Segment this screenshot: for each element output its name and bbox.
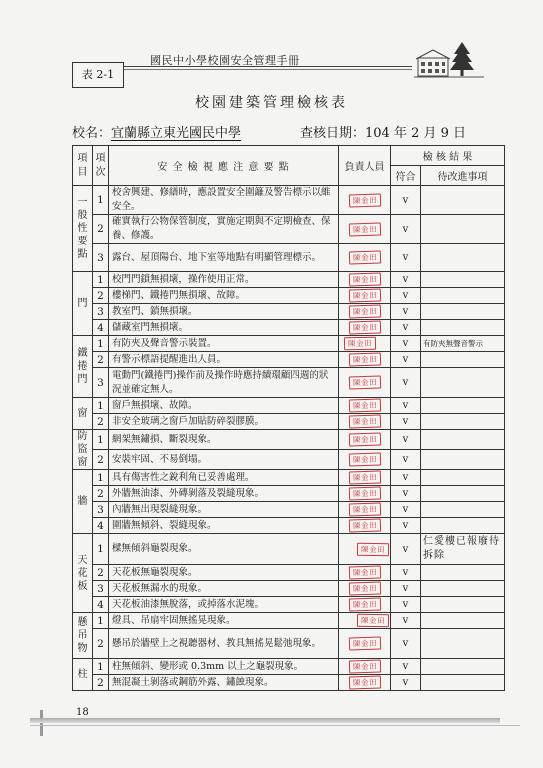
item-number: 1 bbox=[93, 534, 109, 565]
responsible-person-cell bbox=[339, 659, 391, 675]
responsible-person-cell bbox=[339, 518, 391, 534]
improvement-note bbox=[421, 368, 505, 398]
improvement-note bbox=[421, 272, 505, 288]
item-number: 3 bbox=[93, 368, 109, 398]
improvement-note bbox=[421, 244, 505, 272]
improvement-note bbox=[421, 629, 505, 659]
improvement-note bbox=[421, 186, 505, 215]
item-text: 天花板油漆無脫落，或掉落水泥塊。 bbox=[109, 597, 339, 613]
category-cell: 窗 bbox=[73, 398, 93, 430]
item-number: 4 bbox=[93, 597, 109, 613]
responsible-person-cell bbox=[339, 304, 391, 320]
responsible-person-cell bbox=[339, 675, 391, 691]
item-number: 1 bbox=[93, 336, 109, 352]
document-title: 校園建築管理檢核表 bbox=[195, 95, 348, 111]
table-row bbox=[73, 486, 505, 502]
item-text: 電動門(鐵捲門)操作前及操作時應持續環顧四週的狀況並確定無人。 bbox=[109, 368, 339, 398]
item-text: 具有傷害性之銳利角已妥善處理。 bbox=[109, 470, 339, 486]
check-mark: v bbox=[391, 597, 421, 613]
check-mark: v bbox=[391, 320, 421, 336]
responsible-person-cell bbox=[339, 272, 391, 288]
school-building-logo bbox=[414, 40, 484, 78]
table-row bbox=[73, 450, 505, 470]
check-mark: v bbox=[391, 215, 421, 244]
improvement-note bbox=[421, 613, 505, 629]
responsible-person-cell bbox=[339, 352, 391, 368]
date-row bbox=[300, 122, 466, 141]
category-cell: 門 bbox=[73, 272, 93, 336]
table-row bbox=[73, 244, 505, 272]
seal-stamp: 陳金田 bbox=[348, 375, 380, 389]
item-text: 天花板無漏水的現象。 bbox=[109, 581, 339, 597]
check-mark: v bbox=[391, 581, 421, 597]
item-number: 3 bbox=[93, 244, 109, 272]
item-number: 1 bbox=[93, 430, 109, 450]
footer-tick bbox=[40, 710, 43, 736]
responsible-person-cell bbox=[339, 244, 391, 272]
table-row bbox=[73, 534, 505, 565]
table-row bbox=[73, 581, 505, 597]
seal-stamp: 陳金田 bbox=[348, 565, 380, 579]
improvement-note: 仁愛樓已報廢待拆除 bbox=[421, 534, 505, 565]
seal-stamp: 陳金田 bbox=[348, 518, 380, 532]
check-mark: v bbox=[391, 470, 421, 486]
item-text: 內牆無出現裂縫現象。 bbox=[109, 502, 339, 518]
responsible-person-cell bbox=[339, 534, 391, 565]
item-number: 3 bbox=[93, 502, 109, 518]
table-row bbox=[73, 502, 505, 518]
improvement-note bbox=[421, 288, 505, 304]
responsible-person-cell bbox=[339, 502, 391, 518]
improvement-note bbox=[421, 597, 505, 613]
item-text: 柱無傾斜、變形或 0.3mm 以上之龜裂現象。 bbox=[109, 659, 339, 675]
page-number: 18 bbox=[76, 707, 89, 718]
item-number: 2 bbox=[93, 565, 109, 581]
item-text: 非安全玻璃之窗戶加貼防碎裂膠膜。 bbox=[109, 414, 339, 430]
item-number: 1 bbox=[93, 659, 109, 675]
item-number: 3 bbox=[93, 581, 109, 597]
seal-stamp: 陳金田 bbox=[348, 636, 380, 650]
table-row bbox=[73, 470, 505, 486]
table-row bbox=[73, 565, 505, 581]
responsible-person-cell bbox=[339, 288, 391, 304]
check-mark: v bbox=[391, 450, 421, 470]
header-person: 負責人員 bbox=[339, 146, 391, 186]
item-number: 2 bbox=[93, 486, 109, 502]
item-text: 天花板無龜裂現象。 bbox=[109, 565, 339, 581]
seal-stamp: 陳金田 bbox=[348, 581, 380, 595]
check-mark: v bbox=[391, 272, 421, 288]
item-text: 校舍興建、修繕時，應設置安全圍籬及警告標示以維安全。 bbox=[109, 186, 339, 215]
header-order: 項次 bbox=[93, 146, 109, 186]
check-mark: v bbox=[391, 398, 421, 414]
improvement-note bbox=[421, 450, 505, 470]
seal-stamp: 陳金田 bbox=[348, 432, 380, 446]
item-text: 露台、屋頂陽台、地下室等地點有明顯管理標示。 bbox=[109, 244, 339, 272]
category-cell: 防盜窗 bbox=[73, 430, 93, 470]
improvement-note bbox=[421, 486, 505, 502]
responsible-person-cell bbox=[339, 368, 391, 398]
category-cell: 一般性要點 bbox=[73, 186, 93, 272]
table-row bbox=[73, 215, 505, 244]
table-row bbox=[73, 414, 505, 430]
item-text: 外牆無油漆、外磚剝落及裂縫現象。 bbox=[109, 486, 339, 502]
seal-stamp: 陳金田 bbox=[348, 414, 380, 428]
seal-stamp: 陳金田 bbox=[348, 250, 380, 264]
table-row bbox=[73, 518, 505, 534]
table-row bbox=[73, 320, 505, 336]
table-row bbox=[73, 304, 505, 320]
seal-stamp: 陳金田 bbox=[348, 398, 380, 412]
item-text: 有防夾及聲音警示裝置。 bbox=[109, 336, 339, 352]
item-number: 2 bbox=[93, 450, 109, 470]
check-mark: v bbox=[391, 352, 421, 368]
item-number: 2 bbox=[93, 288, 109, 304]
manual-title: 國民中小學校園安全管理手冊 bbox=[150, 54, 300, 67]
improvement-note bbox=[421, 304, 505, 320]
header-item: 項目 bbox=[73, 146, 93, 186]
seal-stamp: 陳金田 bbox=[348, 486, 380, 500]
header-ok: 符合 bbox=[391, 166, 421, 186]
responsible-person-cell bbox=[339, 320, 391, 336]
check-mark: v bbox=[391, 502, 421, 518]
item-text: 無混凝土剝落或鋼筋外露、鏽蝕現象。 bbox=[109, 675, 339, 691]
item-text: 安裝牢固、不易倒塌。 bbox=[109, 450, 339, 470]
date-value: 104 年 2 月 9 日 bbox=[365, 126, 467, 141]
check-mark: v bbox=[391, 336, 421, 352]
category-cell: 柱 bbox=[73, 659, 93, 691]
seal-stamp: 陳金田 bbox=[348, 352, 380, 366]
item-text: 圍牆無傾斜、裂縫現象。 bbox=[109, 518, 339, 534]
table-row bbox=[73, 272, 505, 288]
responsible-person-cell bbox=[339, 414, 391, 430]
seal-stamp: 陳金田 bbox=[348, 597, 380, 611]
check-mark: v bbox=[391, 659, 421, 675]
seal-stamp: 陳金田 bbox=[348, 304, 380, 318]
seal-stamp: 陳金田 bbox=[343, 337, 375, 351]
header-result: 檢 核 結 果 bbox=[391, 146, 505, 166]
seal-stamp: 陳金田 bbox=[348, 675, 380, 689]
check-mark: v bbox=[391, 288, 421, 304]
check-mark: v bbox=[391, 244, 421, 272]
category-cell: 牆 bbox=[73, 470, 93, 534]
improvement-note bbox=[421, 430, 505, 450]
responsible-person-cell bbox=[339, 398, 391, 414]
table-body bbox=[73, 186, 505, 691]
table-label: 表 2-1 bbox=[72, 62, 124, 88]
item-text: 樑無傾斜龜裂現象。 bbox=[109, 534, 339, 565]
seal-stamp: 陳金田 bbox=[356, 614, 388, 628]
item-text: 樓梯門、鐵捲門無損壞、故障。 bbox=[109, 288, 339, 304]
check-mark: v bbox=[391, 368, 421, 398]
item-text: 確實執行公物保管制度，實施定期與不定期檢查、保養、修護。 bbox=[109, 215, 339, 244]
check-mark: v bbox=[391, 629, 421, 659]
check-mark: v bbox=[391, 304, 421, 320]
item-text: 教室門、鎖無損壞。 bbox=[109, 304, 339, 320]
improvement-note: 有防夾無聲音警示 bbox=[421, 336, 505, 352]
seal-stamp: 陳金田 bbox=[348, 222, 380, 236]
item-number: 2 bbox=[93, 414, 109, 430]
improvement-note bbox=[421, 470, 505, 486]
responsible-person-cell bbox=[339, 581, 391, 597]
check-mark: v bbox=[391, 518, 421, 534]
improvement-note bbox=[421, 398, 505, 414]
item-number: 4 bbox=[93, 320, 109, 336]
table-row bbox=[73, 629, 505, 659]
item-number: 2 bbox=[93, 629, 109, 659]
item-text: 窗戶無損壞、故障。 bbox=[109, 398, 339, 414]
improvement-note bbox=[421, 581, 505, 597]
table-row bbox=[73, 398, 505, 414]
responsible-person-cell bbox=[339, 215, 391, 244]
responsible-person-cell bbox=[339, 430, 391, 450]
improvement-note bbox=[421, 675, 505, 691]
school-row bbox=[72, 122, 241, 141]
responsible-person-cell bbox=[339, 597, 391, 613]
footer-rule bbox=[30, 725, 520, 726]
item-number: 1 bbox=[93, 186, 109, 215]
item-number: 3 bbox=[93, 304, 109, 320]
responsible-person-cell bbox=[339, 450, 391, 470]
seal-stamp: 陳金田 bbox=[348, 272, 380, 286]
check-mark: v bbox=[391, 534, 421, 565]
seal-stamp: 陳金田 bbox=[356, 542, 388, 556]
check-mark: v bbox=[391, 613, 421, 629]
table-row bbox=[73, 352, 505, 368]
item-text: 校門門鎖無損壞，操作使用正常。 bbox=[109, 272, 339, 288]
item-number: 4 bbox=[93, 518, 109, 534]
item-number: 1 bbox=[93, 398, 109, 414]
table-row bbox=[73, 288, 505, 304]
check-mark: v bbox=[391, 486, 421, 502]
improvement-note bbox=[421, 352, 505, 368]
table-row bbox=[73, 675, 505, 691]
responsible-person-cell bbox=[339, 629, 391, 659]
responsible-person-cell bbox=[339, 486, 391, 502]
table-row bbox=[73, 597, 505, 613]
seal-stamp: 陳金田 bbox=[348, 288, 380, 302]
item-number: 2 bbox=[93, 215, 109, 244]
check-mark: v bbox=[391, 186, 421, 215]
responsible-person-cell bbox=[339, 613, 391, 629]
responsible-person-cell bbox=[339, 186, 391, 215]
improvement-note bbox=[421, 414, 505, 430]
category-cell: 天花板 bbox=[73, 534, 93, 613]
item-text: 燈具、吊扇牢固無搖晃現象。 bbox=[109, 613, 339, 629]
improvement-note bbox=[421, 565, 505, 581]
responsible-person-cell bbox=[339, 470, 391, 486]
check-mark: v bbox=[391, 675, 421, 691]
item-number: 1 bbox=[93, 470, 109, 486]
improvement-note bbox=[421, 518, 505, 534]
footer-bar bbox=[30, 718, 500, 723]
check-mark: v bbox=[391, 414, 421, 430]
table-row bbox=[73, 659, 505, 675]
table-row bbox=[73, 613, 505, 629]
school-label: 校名： bbox=[72, 126, 112, 141]
header-todo: 待改進事項 bbox=[421, 166, 505, 186]
category-cell: 懸吊物 bbox=[73, 613, 93, 659]
item-text: 網架無鏽損、斷裂現象。 bbox=[109, 430, 339, 450]
responsible-person-cell bbox=[339, 336, 391, 352]
date-label: 查核日期： bbox=[300, 126, 366, 141]
header-points: 安 全 檢 視 應 注 意 要 點 bbox=[109, 146, 339, 186]
item-text: 有警示標語提醒進出人員。 bbox=[109, 352, 339, 368]
check-mark: v bbox=[391, 430, 421, 450]
table-row bbox=[73, 430, 505, 450]
item-text: 懸吊於牆壁上之視聽器材、教具無搖晃鬆弛現象。 bbox=[109, 629, 339, 659]
check-mark: v bbox=[391, 565, 421, 581]
improvement-note bbox=[421, 215, 505, 244]
improvement-note bbox=[421, 502, 505, 518]
seal-stamp: 陳金田 bbox=[348, 470, 380, 484]
item-text: 儲藏室門無損壞。 bbox=[109, 320, 339, 336]
seal-stamp: 陳金田 bbox=[348, 502, 380, 516]
table-row bbox=[73, 336, 505, 352]
seal-stamp: 陳金田 bbox=[348, 193, 380, 207]
inspection-table bbox=[72, 145, 505, 691]
item-number: 1 bbox=[93, 613, 109, 629]
seal-stamp: 陳金田 bbox=[348, 659, 380, 673]
improvement-note bbox=[421, 320, 505, 336]
item-number: 2 bbox=[93, 675, 109, 691]
seal-stamp: 陳金田 bbox=[348, 320, 380, 334]
item-number: 1 bbox=[93, 272, 109, 288]
table-row bbox=[73, 368, 505, 398]
item-number: 2 bbox=[93, 352, 109, 368]
category-cell: 鐵捲門 bbox=[73, 336, 93, 398]
improvement-note bbox=[421, 659, 505, 675]
responsible-person-cell bbox=[339, 565, 391, 581]
seal-stamp: 陳金田 bbox=[348, 452, 380, 466]
school-name: 宜蘭縣立東光國民中學 bbox=[111, 126, 242, 141]
table-row bbox=[73, 186, 505, 215]
